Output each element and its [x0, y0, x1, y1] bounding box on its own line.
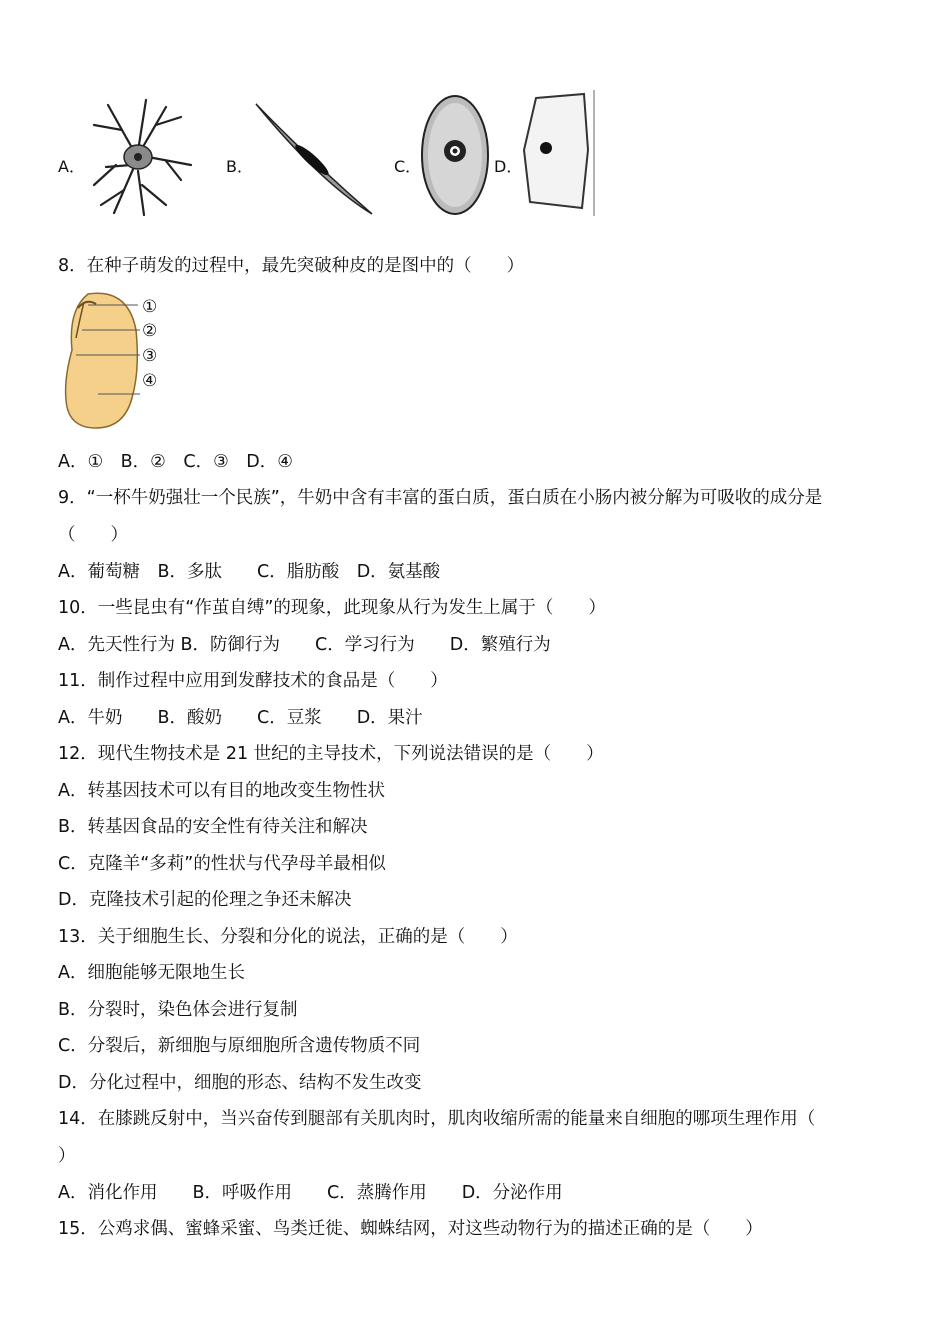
question-12-option-c: C．克隆羊“多莉”的性状与代孕母羊最相似	[58, 854, 386, 874]
question-12-option-a: A．转基因技术可以有目的地改变生物性状	[58, 781, 385, 801]
seed-label-3: ③	[142, 346, 158, 366]
question-14-bracket: ）	[58, 1146, 76, 1166]
question-8-text: 8．在种子萌发的过程中，最先突破种皮的是图中的（ ）	[58, 256, 525, 276]
question-12-text: 12．现代生物技术是 21 世纪的主导技术，下列说法错误的是（ ）	[58, 744, 604, 764]
question-9-options: A．葡萄糖 B．多肽 C．脂肪酸 D．氨基酸	[58, 562, 441, 582]
question-11-text: 11．制作过程中应用到发酵技术的食品是（ ）	[58, 671, 448, 691]
seed-structure-figure	[58, 290, 168, 432]
question-10-text: 10．一些昆虫有“作茧自缚”的现象，此现象从行为发生上属于（ ）	[58, 598, 606, 618]
question-8-options: A．① B．② C．③ D．④	[58, 452, 293, 472]
question-13-option-b: B．分裂时，染色体会进行复制	[58, 1000, 298, 1020]
question-14-text: 14．在膝跳反射中，当兴奋传到腿部有关肌肉时，肌肉收缩所需的能量来自细胞的哪项生理作用（	[58, 1109, 816, 1129]
q7-option-a-label: A．	[58, 157, 85, 176]
egg-cell-figure	[418, 93, 492, 218]
seed-label-2: ②	[142, 321, 158, 341]
q7-option-d-label: D．	[494, 157, 523, 176]
question-14-options: A．消化作用 B．呼吸作用 C．蒸腾作用 D．分泌作用	[58, 1183, 563, 1203]
question-9-bracket: （ ）	[58, 525, 128, 545]
question-13-option-a: A．细胞能够无限地生长	[58, 963, 245, 983]
question-13-option-d: D．分化过程中，细胞的形态、结构不发生改变	[58, 1073, 422, 1093]
seed-label-1: ①	[142, 297, 158, 317]
question-12-option-d: D．克隆技术引起的伦理之争还未解决	[58, 890, 352, 910]
question-13-option-c: C．分裂后，新细胞与原细胞所含遗传物质不同	[58, 1036, 421, 1056]
seed-label-4: ④	[142, 371, 158, 391]
muscle-cell-figure	[250, 100, 375, 218]
question-12-option-b: B．转基因食品的安全性有待关注和解决	[58, 817, 368, 837]
question-15-text: 15．公鸡求偶、蜜蜂采蜜、鸟类迁徙、蜘蛛结网，对这些动物行为的描述正确的是（ ）	[58, 1219, 763, 1239]
question-10-options: A．先天性行为 B．防御行为 C．学习行为 D．繁殖行为	[58, 635, 551, 655]
q7-option-b-label: B．	[226, 157, 253, 176]
question-11-options: A．牛奶 B．酸奶 C．豆浆 D．果汁	[58, 708, 423, 728]
plant-cell-figure	[518, 90, 598, 218]
q7-option-c-label: C．	[394, 157, 422, 176]
question-9-text: 9．“一杯牛奶强壮一个民族”，牛奶中含有丰富的蛋白质，蛋白质在小肠内被分解为可吸收的成分是	[58, 488, 823, 508]
neuron-figure	[86, 95, 196, 217]
question-13-text: 13．关于细胞生长、分裂和分化的说法，正确的是（ ）	[58, 927, 518, 947]
